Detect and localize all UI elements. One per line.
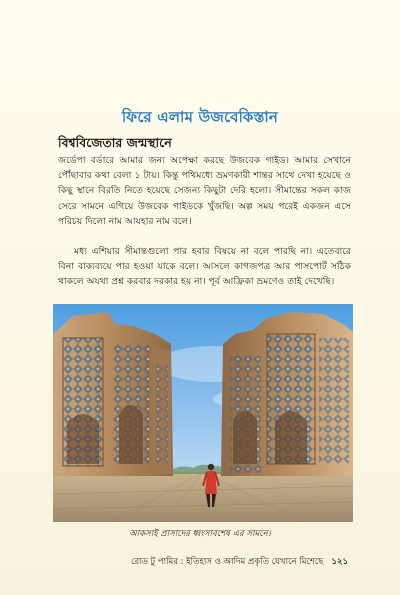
ak-saray-ruins-photo: [53, 304, 353, 522]
page-footer: [131, 555, 348, 569]
paragraph-2: মধ্য এশিয়ার সীমান্তগুলো পার হবার বিষয়ে না বলে পারছি না। এতেবারে বিনা বাক্যব্যয়ে পার হওয়া যাকে বলে। আসলে কাগজপত্র আর পাসপোর্ট সঠিক থাকলে অযথা প্রশ্ন করবার দরকার হয় না। পূর্ব আফ্রিকা ভ্রমণেও তাই দেখেছি।: [58, 246, 351, 288]
chapter-title: ফিরে এলাম উজবেকিস্তান: [121, 108, 279, 126]
paragraph-1: জর্ডেপা বর্ডারে আমার জন্য অপেক্ষা করছে উজবেক গাইড। আমার সেখানে পৌঁছাবার কথা বেলা ১ টায়। কিন্তু পথিমধ্যে ভ্রমণকারী শান্তর সাথে দেখা হয়েছে ও কিছু স্থানে বিরতি নিতে হয়েছে সেজন্য কিছুটা দেরি হলো। সীমান্তের সকল কাজ সেরে সামনে এগিয়ে উজবেক গাইডকে খুঁজছি। অল্প সময় পরেই একজন এসে পরিচয় দিলো নাম আযহার নাম বলে।: [58, 155, 351, 227]
stone-courtyard: [53, 472, 353, 522]
left-portal-ruin: [53, 312, 173, 476]
ruins-photo-illustration: [53, 304, 353, 522]
section-heading: বিশ্ববিজেতার জন্মস্থানে: [58, 135, 172, 150]
running-title: রোড টু পামির : ইতিহাস ও আদিম প্রকৃতি যেখানে মিশেছে: [131, 557, 324, 567]
photo-caption: আকসাই প্রাসাদের ধ্বংসাবশেষ এর সামনে।: [129, 529, 271, 539]
right-portal-ruin: [221, 312, 353, 476]
page-number: ১২১: [331, 557, 348, 567]
